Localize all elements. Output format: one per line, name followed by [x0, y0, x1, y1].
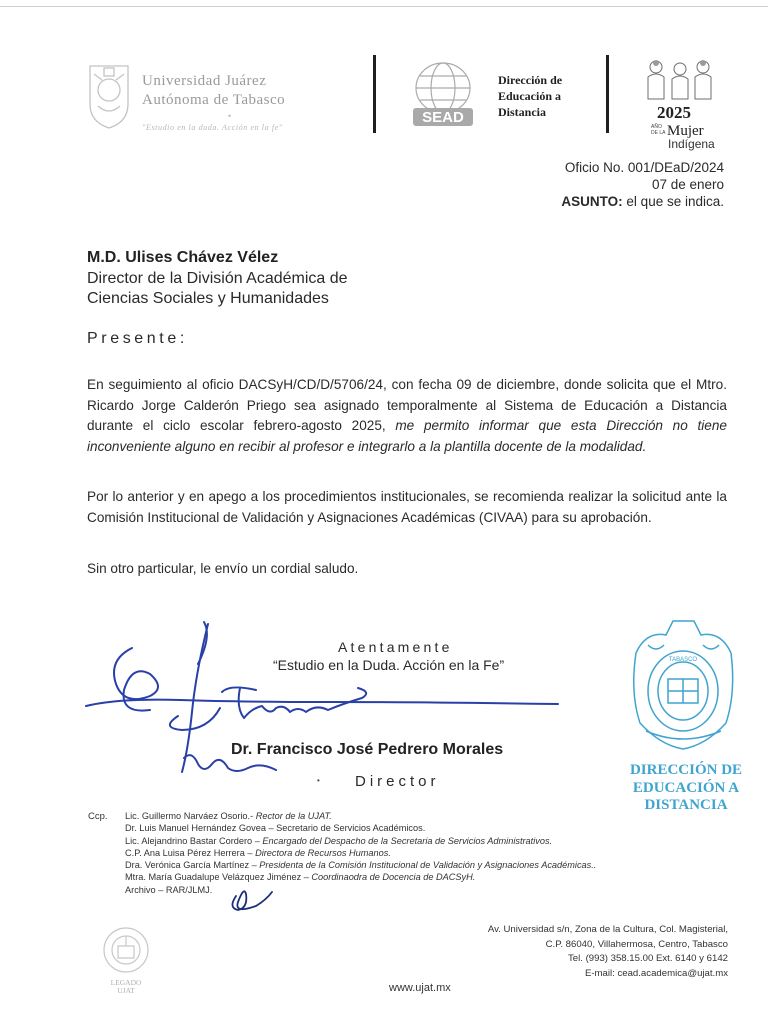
- university-name: [142, 72, 285, 110]
- ccp-entry: [125, 871, 596, 883]
- stamp-department-name: [606, 762, 766, 815]
- mujer-label: Mujer: [667, 123, 704, 139]
- university-divider-dot: •: [228, 111, 232, 121]
- ccp-entry-name: Dr. Luis Manuel Hernández Govea – Secretario de Servicios Académicos.: [125, 823, 426, 834]
- university-name-line2: Autónoma de Tabasco: [142, 92, 286, 108]
- asunto-text: el que se indica.: [622, 194, 724, 209]
- university-name-line1: Universidad Juárez: [142, 73, 267, 89]
- footer-email[interactable]: E-mail: cead.academica@ujat.mx: [584, 967, 728, 979]
- addressee-position-line2: Ciencias Sociales y Humanidades: [87, 290, 329, 307]
- ccp-entry: [125, 822, 596, 834]
- university-motto: "Estudio en la duda. Acción en la fe": [142, 123, 283, 132]
- signer-title: Director: [355, 773, 440, 790]
- ccp-entry-role: Rector de la UJAT.: [255, 811, 332, 821]
- sead-logo-text: SEAD: [422, 109, 464, 126]
- ccp-entry: [125, 835, 596, 847]
- addressee-position-line1: Director de la División Académica de: [87, 270, 348, 287]
- department-name: [498, 72, 562, 120]
- legado-line2: UJAT: [117, 986, 135, 995]
- year-label: 2025: [657, 103, 691, 122]
- ccp-entry-name: Archivo – RAR/JLMJ.: [125, 884, 213, 895]
- oficio-number: Oficio No. 001/DEaD/2024: [564, 160, 724, 175]
- stamp-line2: EDUCACIÓN A: [632, 779, 740, 796]
- department-name-line3: Distancia: [498, 105, 546, 119]
- ccp-entry: [125, 884, 596, 896]
- top-edge-line: [0, 6, 768, 7]
- department-name-line1: Dirección de: [498, 73, 563, 87]
- signer-name: Dr. Francisco José Pedrero Morales: [231, 741, 504, 758]
- ccp-entry-name: C.P. Ana Luisa Pérez Herrera –: [125, 847, 256, 858]
- sead-logo: [405, 58, 481, 130]
- header-divider-1: [373, 55, 376, 133]
- ccp-entry-role: Coordinaodra de Docencia de DACSyH.: [311, 872, 476, 883]
- department-name-line2: Educación a: [498, 89, 562, 103]
- asunto-line: [561, 194, 724, 209]
- footer-website-link[interactable]: www.ujat.mx: [389, 982, 451, 994]
- body-paragraph-1-regular: En seguimiento al oficio DACSyH/CD/D/5706/24, con fecha 09 de diciembre, donde solicita que el Mtro. Ricardo Jorge Calderón Priego sea asignado temporalmente al Sistema de Educación a Distancia durante el ciclo escolar febrero-agosto 2025,: [87, 377, 727, 433]
- indigena-label: Indígena: [668, 137, 715, 151]
- atentamente-label: Atentamente: [338, 639, 453, 655]
- ccp-entry-name: Dra. Verónica García Martínez –: [125, 860, 260, 871]
- body-paragraph-2: Por lo anterior y en apego a los procedimientos institucionales, se recomienda realizar la solicitud ante la Comisión Institucional de Validación y Asignaciones Académicas (CIVAA) para su aprobación.: [87, 489, 727, 525]
- ccp-entry: [125, 810, 596, 822]
- ccp-entry-role: Presidenta de la Comisión Institucional de Validación y Asignaciones Académicas..: [259, 860, 597, 871]
- legado-ujat-text: [99, 979, 153, 995]
- handwritten-signature: [80, 612, 560, 787]
- signature-motto: “Estudio en la Duda. Acción en la Fe”: [273, 657, 505, 673]
- initials-scribble: [226, 888, 276, 918]
- asunto-label: ASUNTO:: [561, 194, 623, 209]
- svg-text:TABASCO: TABASCO: [668, 657, 698, 663]
- ujat-crest-logo: [84, 60, 134, 132]
- legado-ujat-logo: [100, 924, 152, 978]
- signature-mark-dot: •: [317, 776, 320, 785]
- legado-line1: LEGADO: [110, 978, 142, 987]
- ccp-label: Ccp.: [88, 811, 108, 822]
- body-paragraph-1-italic: me permito informar que esta Dirección no tiene inconveniente alguno en recibir al profesor e integrarlo a la plantilla docente de la modalidad.: [87, 418, 727, 454]
- ccp-entry-role: Directora de Recursos Humanos.: [255, 847, 391, 858]
- ano-de-la-label: AÑO DE LA: [651, 124, 666, 136]
- ccp-entry-name: Lic. Guillermo Narváez Osorio.-: [125, 811, 256, 821]
- footer-address-line1: Av. Universidad s/n, Zona de la Cultura, Col. Magisterial,: [487, 924, 728, 935]
- ccp-entry-name: Mtra. María Guadalupe Velázquez Jiménez –: [125, 872, 312, 883]
- indigenous-women-illustration: [640, 55, 724, 105]
- body-paragraph-3: Sin otro particular, le envío un cordial saludo.: [87, 561, 359, 576]
- footer-phone: Tel. (993) 358.15.00 Ext. 6140 y 6142: [567, 953, 728, 964]
- header-divider-2: [606, 55, 609, 133]
- ccp-entry: [125, 847, 596, 859]
- stamp-line1: DIRECCIÓN DE: [629, 762, 743, 778]
- body-paragraph-1: [87, 375, 727, 457]
- stamp-line3: DISTANCIA: [644, 797, 728, 813]
- ccp-list: [125, 810, 596, 896]
- dead-official-stamp: [626, 613, 741, 753]
- ccp-entry-name: Lic. Alejandrino Bastar Cordero –: [125, 835, 263, 846]
- ccp-entry-role: Encargado del Despacho de la Secretaria de Servicios Administrativos.: [262, 835, 553, 846]
- footer-contact: [488, 923, 728, 981]
- footer-address-line2: C.P. 86040, Villahermosa, Centro, Tabasco: [545, 938, 728, 950]
- oficio-date: 07 de enero: [651, 177, 724, 192]
- presente-greeting: Presente:: [87, 330, 188, 347]
- addressee-name: M.D. Ulises Chávez Vélez: [87, 249, 279, 266]
- ccp-entry: [125, 859, 596, 871]
